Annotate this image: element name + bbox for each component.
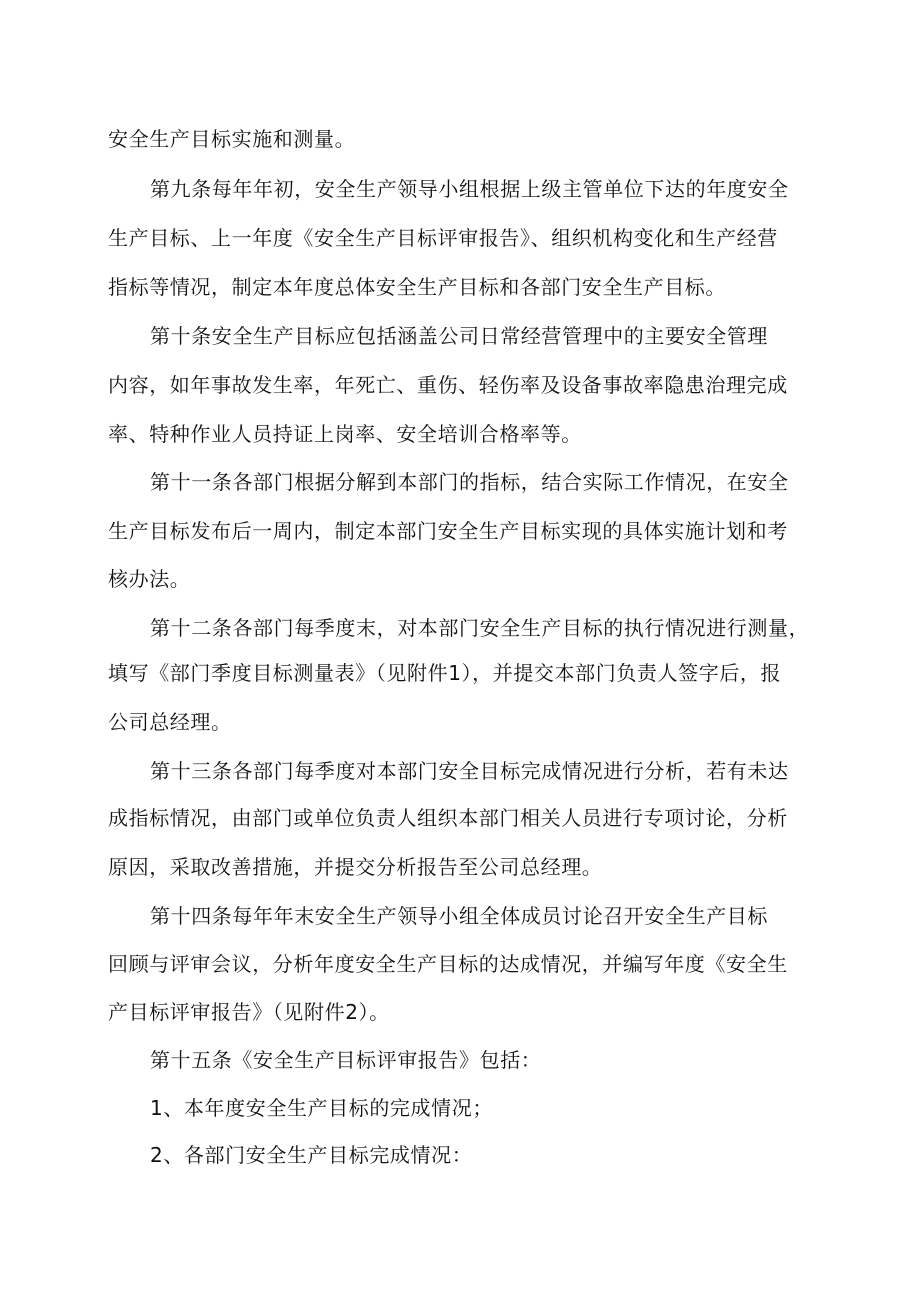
paragraph-article-15: 第十五条《安全生产目标评审报告》包括： [150,1048,542,1072]
paragraph-article-11: 第十一条各部门根据分解到本部门的指标，结合实际工作情况，在安全 [150,470,789,494]
text-line: 公司总经理。 [108,710,232,734]
text-line: 产目标评审报告》（见附件2）。 [108,1000,390,1024]
list-item-1: 1、本年度安全生产目标的完成情况； [150,1096,493,1120]
paragraph-article-9: 第九条每年年初，安全生产领导小组根据上级主管单位下达的年度安全 [150,177,789,201]
paragraph-article-12: 第十二条各部门每季度末，对本部门安全生产目标的执行情况进行测量， [150,616,810,640]
text-line: 指标等情况，制定本年度总体安全生产目标和各部门安全生产目标。 [108,275,726,299]
text-line: 原因，采取改善措施，并提交分析报告至公司总经理。 [108,855,603,879]
text-line: 内容，如年事故发生率，年死亡、重伤、轻伤率及设备事故率隐患治理完成 [108,373,788,397]
text-line: 成指标情况，由部门或单位负责人组织本部门相关人员进行专项讨论，分析 [108,806,788,830]
text-line: 安全生产目标实施和测量。 [108,127,356,151]
text-line: 生产目标发布后一周内，制定本部门安全生产目标实现的具体实施计划和考 [108,519,788,543]
text-line: 核办法。 [108,567,191,591]
text-line: 填写《部门季度目标测量表》（见附件1），并提交本部门负责人签字后，报 [108,661,782,685]
text-line: 率、特种作业人员持证上岗率、安全培训合格率等。 [108,422,582,446]
paragraph-article-13: 第十三条各部门每季度对本部门安全目标完成情况进行分析，若有未达 [150,759,789,783]
paragraph-article-10: 第十条安全生产目标应包括涵盖公司日常经营管理中的主要安全管理 [150,324,768,348]
list-item-2: 2、各部门安全生产目标完成情况： [150,1143,473,1167]
paragraph-article-14: 第十四条每年年末安全生产领导小组全体成员讨论召开安全生产目标 [150,904,768,928]
text-line: 生产目标、上一年度《安全生产目标评审报告》、组织机构变化和生产经营 [108,226,778,250]
text-line: 回顾与评审会议，分析年度安全生产目标的达成情况，并编写年度《安全生 [108,952,788,976]
